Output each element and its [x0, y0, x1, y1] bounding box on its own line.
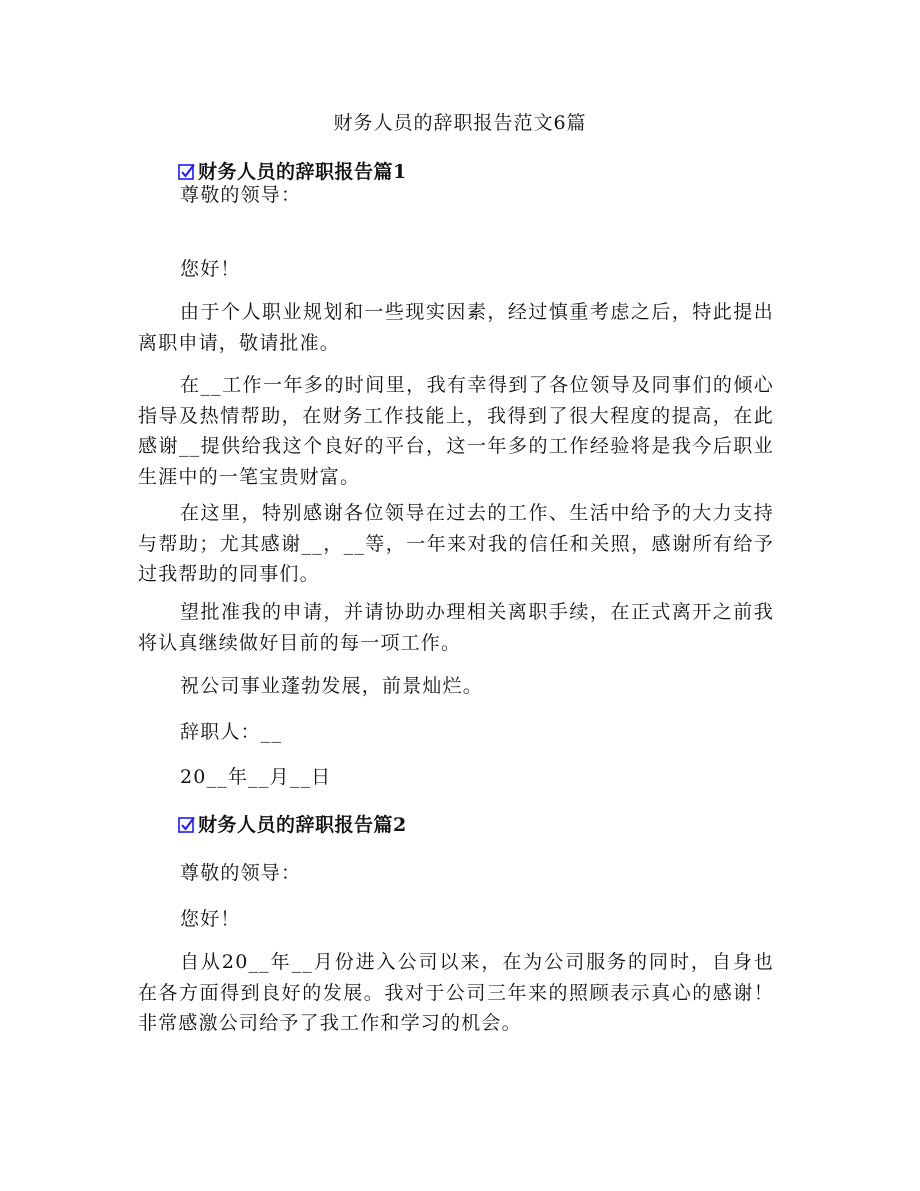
closing-line: 祝公司事业蓬勃发展，前景灿烂。 [180, 675, 484, 697]
section-heading-text: 财务人员的辞职报告篇1 [198, 161, 407, 183]
section-heading-2 [178, 813, 407, 837]
checkbox-checked-icon [178, 816, 196, 834]
body-paragraph: 由于个人职业规划和一些现实因素，经过慎重考虑之后，特此提出离职申请，敬请批准。 [138, 301, 774, 354]
signature-line: 辞职人：__ [180, 721, 283, 743]
section-heading-1 [178, 160, 407, 184]
section-heading-text: 财务人员的辞职报告篇2 [198, 814, 407, 836]
salutation: 尊敬的领导： [180, 862, 302, 884]
greeting: 您好！ [180, 908, 241, 930]
body-paragraph: 在这里，特别感谢各位领导在过去的工作、生活中给予的大力支持与帮助；尤其感谢__，__等，一年来对我的信任和关照，感谢所有给予过我帮助的同事们。 [138, 502, 774, 585]
body-paragraph: 望批准我的申请，并请协助办理相关离职手续，在正式离开之前我将认真继续做好目前的每一项工作。 [138, 601, 774, 654]
document-title: 财务人员的辞职报告范文6篇 [333, 112, 587, 134]
body-paragraph: 在__工作一年多的时间里，我有幸得到了各位领导及同事们的倾心指导及热情帮助，在财务工作技能上，我得到了很大程度的提高，在此感谢__提供给我这个良好的平台，这一年多的工作经验将是我今后职业生涯中的一笔宝贵财富。 [138, 374, 774, 488]
body-paragraph: 自从20__年__月份进入公司以来，在为公司服务的同时，自身也在各方面得到良好的发展。我对于公司三年来的照顾表示真心的感谢！非常感激公司给予了我工作和学习的机会。 [138, 951, 774, 1034]
greeting: 您好！ [180, 258, 241, 280]
date-line: 20__年__月__日 [180, 766, 332, 788]
checkbox-checked-icon [178, 163, 196, 181]
salutation: 尊敬的领导： [180, 184, 302, 206]
